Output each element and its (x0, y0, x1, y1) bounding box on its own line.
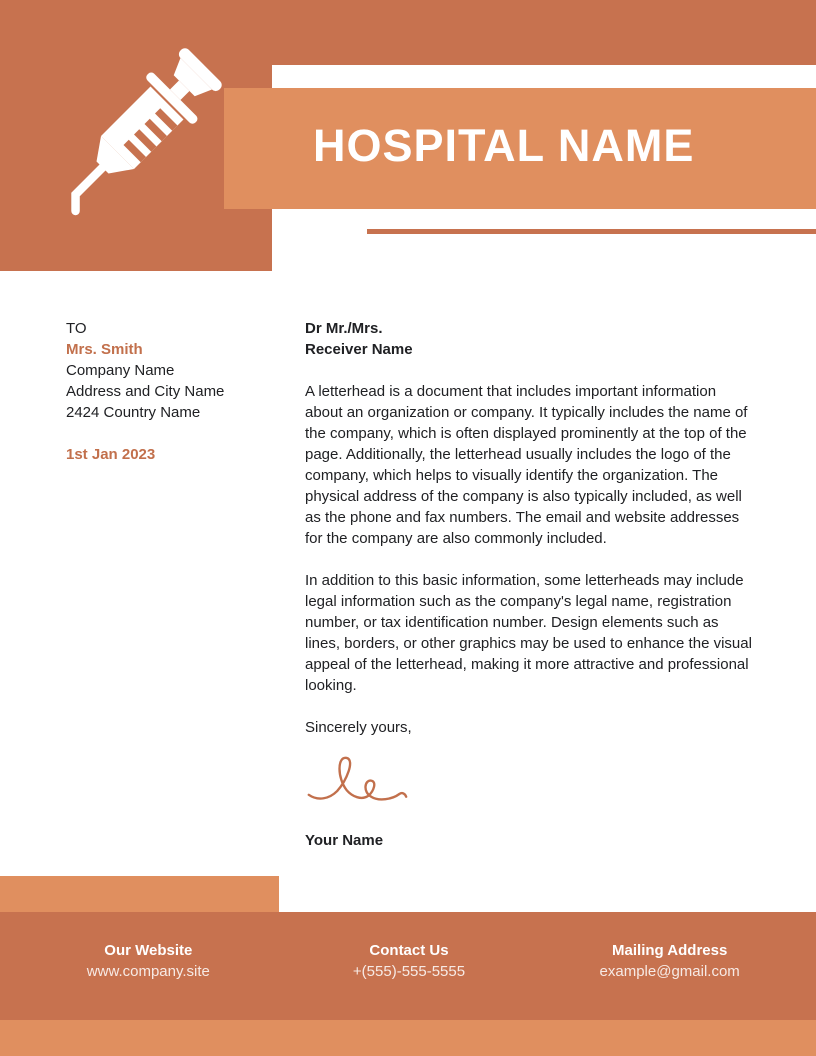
recipient-company: Company Name (66, 362, 175, 379)
footer-accent-block (0, 876, 279, 912)
to-label: TO (66, 320, 87, 337)
hospital-name-title: HOSPITAL NAME (313, 119, 695, 171)
footer-website-title: Our Website (104, 942, 193, 959)
footer-website-value: www.company.site (86, 963, 210, 980)
letter-paragraph-1: A letterhead is a document that includes important information about an organization or company. It typically includes the name of the company, which is often displayed prominently at the top of the page. Additionally, the letterhead usually includes the logo of the company, which helps to visually identify the organization. The physical address of the company is also typically included, as well as the phone and fax numbers. The email and website addresses for the company are also commonly included. (305, 383, 748, 547)
footer-column-website (0, 940, 279, 992)
recipient-block (66, 318, 224, 465)
header-divider-line (367, 229, 816, 234)
footer-column-mailing (539, 940, 816, 992)
recipient-name: Mrs. Smith (66, 341, 143, 358)
letter-body (305, 318, 755, 851)
footer-column-contact (279, 940, 540, 992)
closing-line: Sincerely yours, (305, 719, 412, 736)
syringe-icon (28, 30, 240, 242)
footer-mailing-value: example@gmail.com (599, 963, 740, 980)
bottom-accent-strip (0, 1020, 816, 1056)
signature-scribble-icon (305, 752, 409, 814)
footer-mailing-title: Mailing Address (612, 942, 728, 959)
salutation-line-2: Receiver Name (305, 341, 413, 358)
footer-contact-title: Contact Us (369, 942, 449, 959)
sender-name: Your Name (305, 832, 384, 849)
salutation-line-1: Dr Mr./Mrs. (305, 320, 383, 337)
footer (0, 912, 816, 1020)
recipient-country: 2424 Country Name (66, 404, 201, 421)
letter-date: 1st Jan 2023 (66, 446, 156, 463)
recipient-address: Address and City Name (66, 383, 225, 400)
letter-paragraph-2: In addition to this basic information, some letterheads may include legal information such as the company's legal name, registration number, or tax identification number. Design elements such as lines, borders, or other graphics may be used to enhance the visual appeal of the letterhead, making it more attractive and professional looking. (305, 572, 752, 694)
header-banner (224, 88, 816, 209)
footer-contact-value: +(555)-555-5555 (352, 963, 466, 980)
